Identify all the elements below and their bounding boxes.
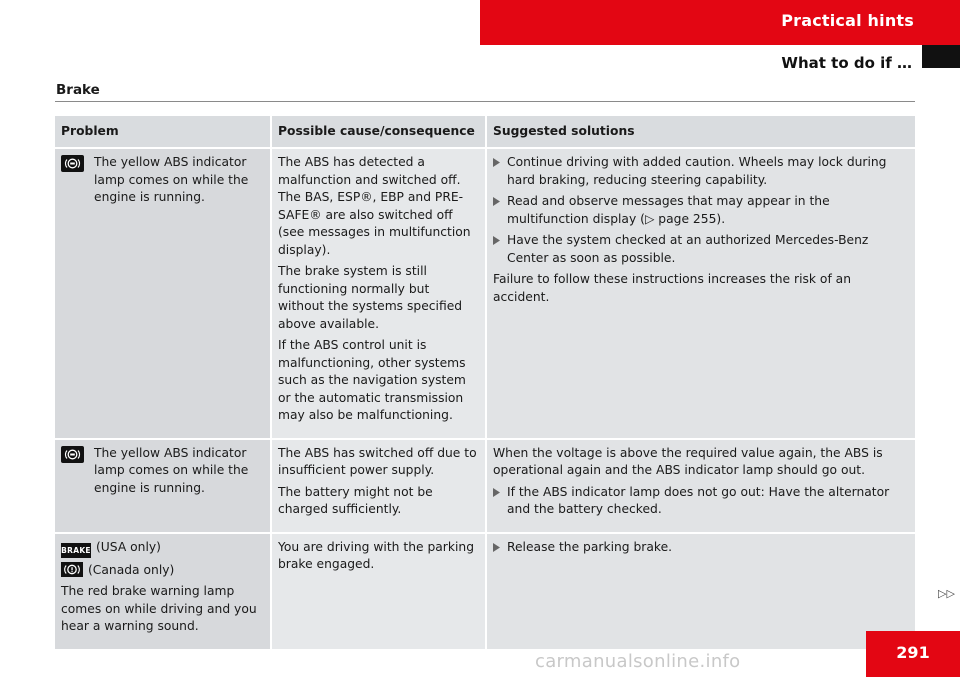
section-header-tab (480, 0, 960, 45)
cause-cell (270, 147, 485, 438)
continued-next-page-marker: ▷▷ (938, 587, 955, 600)
warning-note: Failure to follow these instructions increases the risk of an accident. (493, 272, 852, 304)
cause-cell (270, 438, 485, 532)
step-arrow-icon (493, 539, 501, 557)
thumb-index-marker (922, 45, 960, 68)
lamp-canada-note: (Canada only) (88, 562, 175, 577)
solution-text: Continue driving with added caution. Wheels may lock during hard braking, reducing steering capability. (507, 155, 887, 187)
problem-text: The yellow ABS indicator lamp comes on while the engine is running. (94, 445, 249, 495)
subsection-title: What to do if … (781, 54, 912, 72)
cause-text: The ABS has detected a malfunction and switched off. The BAS, ESP®, EBP and PRE-SAFE® are also switched off (see messages in multifunction display). (278, 155, 471, 257)
watermark-text: carmanualsonline.info (535, 651, 741, 672)
table-row (55, 438, 915, 532)
abs-warning-lamp-icon (61, 155, 84, 172)
cause-text: The battery might not be charged sufficiently. (278, 484, 433, 516)
column-header-problem: Problem (55, 116, 270, 147)
troubleshooting-table (55, 116, 915, 649)
step-arrow-icon (493, 232, 501, 267)
solution-step (493, 154, 909, 189)
solutions-cell (485, 532, 915, 649)
solution-text: Release the parking brake. (507, 539, 673, 554)
column-header-solutions: Suggested solutions (485, 116, 915, 147)
cause-text: The ABS has switched off due to insufficient power supply. (278, 445, 477, 477)
table-row (55, 532, 915, 649)
brake-warning-lamp-icon: BRAKE (61, 543, 91, 558)
solution-intro: When the voltage is above the required value again, the ABS is operational again and the ABS indicator lamp should go out. (493, 445, 883, 477)
page-number: 291 (866, 631, 960, 677)
brake-circle-warning-icon (61, 562, 83, 577)
step-arrow-icon (493, 193, 501, 228)
cause-text: You are driving with the parking brake engaged. (278, 539, 474, 571)
solution-step (493, 484, 909, 519)
problem-text: The red brake warning lamp comes on while driving and you hear a warning sound. (61, 584, 257, 634)
table-header-row (55, 116, 915, 147)
cause-text: The brake system is still functioning normally but without the systems specified above available. (278, 264, 463, 331)
solutions-cell (485, 147, 915, 438)
solutions-cell (485, 438, 915, 532)
problem-cell (55, 438, 270, 532)
solution-text: Have the system checked at an authorized Mercedes-Benz Center as soon as possible. (507, 233, 869, 265)
column-header-cause: Possible cause/consequence (270, 116, 485, 147)
section-title: Practical hints (781, 11, 914, 30)
solution-step (493, 232, 909, 267)
step-arrow-icon (493, 484, 501, 519)
topic-heading: Brake (56, 82, 100, 98)
step-arrow-icon (493, 154, 501, 189)
lamp-usa-note: (USA only) (96, 539, 161, 554)
problem-cell (55, 532, 270, 649)
cause-text: If the ABS control unit is malfunctioning, other systems such as the navigation system or the automatic transmission may also be malfunctioning. (278, 338, 466, 422)
cause-cell (270, 532, 485, 649)
solution-text: Read and observe messages that may appear in the multifunction display (▷ page 255). (507, 194, 830, 226)
heading-rule (55, 101, 915, 102)
table-row (55, 147, 915, 438)
abs-warning-lamp-icon (61, 446, 84, 463)
solution-step (493, 193, 909, 228)
solution-text: If the ABS indicator lamp does not go out: Have the alternator and the battery checked. (507, 484, 890, 516)
solution-step (493, 539, 909, 557)
problem-cell (55, 147, 270, 438)
problem-text: The yellow ABS indicator lamp comes on while the engine is running. (94, 155, 249, 204)
